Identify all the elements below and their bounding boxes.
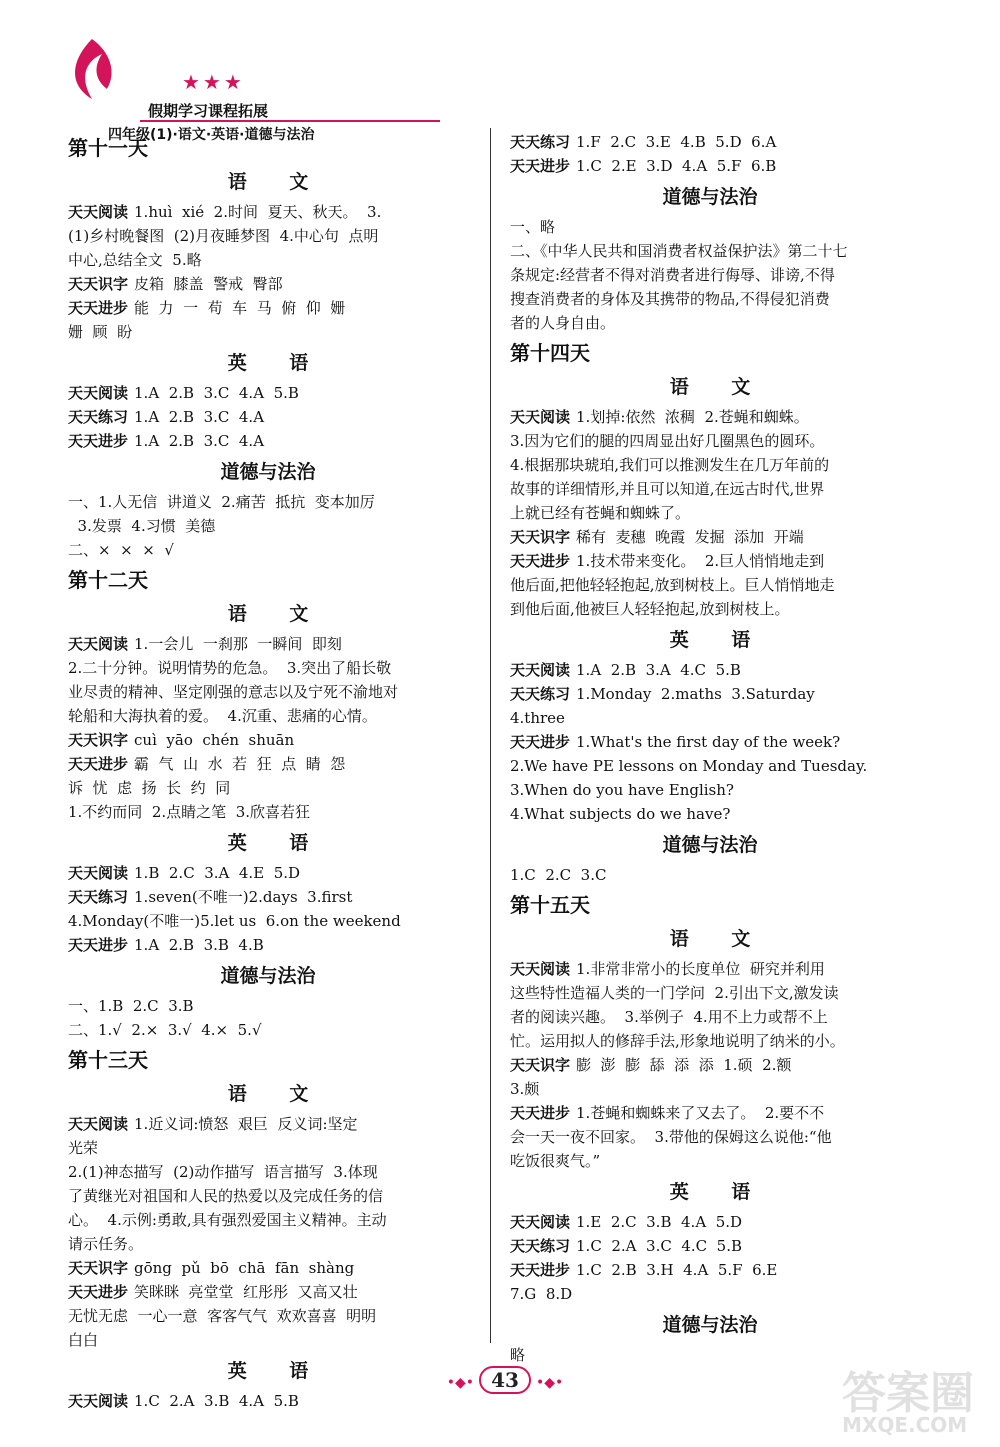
- answer-text: 请示任务。: [68, 1235, 144, 1253]
- answer-line: [510, 573, 910, 597]
- section-label: 天天阅读: [510, 1213, 571, 1231]
- section-label: 天天进步: [510, 1104, 571, 1122]
- answer-text: 会一天一夜不回家。 3.带他的保姆这么说他:“他: [510, 1128, 832, 1146]
- section-label: 天天阅读: [510, 408, 571, 426]
- answer-text: 1.C 2.A 3.C 4.C 5.B: [576, 1237, 743, 1255]
- answer-line: [510, 287, 910, 311]
- answer-text: 1.Monday 2.maths 3.Saturday: [576, 685, 815, 703]
- subject-heading: 英 语: [227, 1360, 327, 1382]
- answer-text: 膨 澎 膨 舔 添 添 1.硕 2.额: [576, 1056, 792, 1074]
- answer-line: [68, 1208, 468, 1232]
- answer-line: [68, 1232, 468, 1256]
- section-label: 天天练习: [68, 888, 129, 906]
- answer-text: 1.C 2.C 3.C: [510, 866, 607, 884]
- answer-line: [68, 538, 468, 562]
- answer-text: 4.根据那块琥珀,我们可以推测发生在几万年前的: [510, 456, 830, 474]
- answer-line: [510, 130, 910, 154]
- right-column: [510, 130, 910, 1367]
- answer-line: [68, 632, 468, 656]
- answer-line: [68, 1018, 468, 1042]
- answer-line: [510, 1125, 910, 1149]
- answer-line: [68, 296, 468, 320]
- answer-line: [510, 658, 910, 682]
- answer-text: 他后面,把他轻轻抱起,放到树枝上。巨人悄悄地走: [510, 576, 835, 594]
- answer-text: (1)乡村晚餐图 (2)月夜睡梦图 4.中心句 点明: [68, 227, 379, 245]
- answer-text: 白白: [68, 1331, 99, 1349]
- answer-line: [68, 994, 468, 1018]
- answer-text: 1.A 2.B 3.A 4.C 5.B: [576, 661, 741, 679]
- answer-text: 故事的详细情形,并且可以知道,在远古时代,世界: [510, 480, 825, 498]
- answer-text: 1.苍蝇和蜘蛛来了又去了。 2.要不不: [576, 1104, 825, 1122]
- section-label: 天天进步: [510, 157, 571, 175]
- answer-line: [510, 778, 910, 802]
- section-label: 天天练习: [510, 1237, 571, 1255]
- answer-text: 1.技术带来变化。 2.巨人悄悄地走到: [576, 552, 825, 570]
- answer-text: 略: [510, 1346, 526, 1364]
- answer-text: 能 力 一 苟 车 马 俯 仰 姗: [134, 299, 346, 317]
- section-label: 天天阅读: [68, 864, 129, 882]
- day-heading: 第十四天: [510, 341, 590, 365]
- answer-text: cuì yāo chén shuān: [134, 731, 295, 749]
- answer-line: [68, 381, 468, 405]
- day-heading: 第十三天: [68, 1048, 148, 1072]
- answer-line: [68, 1136, 468, 1160]
- star-ornament-icon: ★★★: [182, 70, 245, 94]
- answer-line: [68, 1280, 468, 1304]
- answer-text: 4.three: [510, 709, 565, 727]
- answer-line: [510, 429, 910, 453]
- answer-line: [510, 863, 910, 887]
- answer-text: 中心,总结全文 5.略: [68, 251, 202, 269]
- answer-text: 1.huì xié 2.时间 夏天、秋天。 3.: [134, 203, 382, 221]
- answer-line: [510, 311, 910, 335]
- answer-text: 轮船和大海执着的爱。 4.沉重、悲痛的心情。: [68, 707, 377, 725]
- answer-line: [510, 706, 910, 730]
- answer-text: 一、略: [510, 218, 556, 236]
- header-subtitle: 四年级(1)·语文·英语·道德与法治: [108, 127, 315, 143]
- answer-line: [68, 490, 468, 514]
- answer-text: 7.G 8.D: [510, 1285, 573, 1303]
- section-label: 天天阅读: [68, 635, 129, 653]
- section-label: 天天阅读: [68, 384, 129, 402]
- answer-text: 4.What subjects do we have?: [510, 805, 731, 823]
- subject-heading: 语 文: [669, 928, 769, 950]
- answer-line: [510, 1029, 910, 1053]
- answer-text: 4.Monday(不唯一)5.let us 6.on the weekend: [68, 912, 401, 930]
- subject-heading: 语 文: [227, 603, 327, 625]
- left-column: [68, 130, 468, 1413]
- answer-text: 1.A 2.B 3.C 4.A: [134, 432, 265, 450]
- answer-text: 1.非常非常小的长度单位 研究并利用: [576, 960, 825, 978]
- answer-line: [68, 429, 468, 453]
- answer-text: 1.seven(不唯一)2.days 3.first: [134, 888, 353, 906]
- answer-text: 二、《中华人民共和国消费者权益保护法》第二十七: [510, 242, 848, 260]
- answer-line: [510, 682, 910, 706]
- answer-line: [510, 597, 910, 621]
- answer-text: 诉 忧 虑 扬 长 约 同: [68, 779, 231, 797]
- answer-text: 二、1.√ 2.× 3.√ 4.× 5.√: [68, 1021, 262, 1039]
- answer-text: 2.(1)神态描写 (2)动作描写 语言描写 3.体现: [68, 1163, 378, 1181]
- answer-text: 2.二十分钟。说明情势的危急。 3.突出了船长敬: [68, 659, 392, 677]
- answer-line: [68, 933, 468, 957]
- subject-heading: 语 文: [227, 1083, 327, 1105]
- answer-text: 1.B 2.C 3.A 4.E 5.D: [134, 864, 301, 882]
- answer-text: 者的阅读兴趣。 3.举例子 4.用不上力或帮不上: [510, 1008, 828, 1026]
- header-title: 假期学习课程拓展: [148, 102, 269, 120]
- answer-text: 了黄继光对祖国和人民的热爱以及完成任务的信: [68, 1187, 384, 1205]
- answer-line: [68, 776, 468, 800]
- answer-line: [510, 477, 910, 501]
- section-label: 天天进步: [510, 733, 571, 751]
- answer-line: [510, 501, 910, 525]
- answer-line: [510, 1258, 910, 1282]
- answer-text: 3.发票 4.习惯 美德: [68, 517, 216, 535]
- subject-heading: 英 语: [669, 1181, 769, 1203]
- answer-line: [68, 1328, 468, 1352]
- section-label: 天天阅读: [68, 1115, 129, 1133]
- answer-text: 稀有 麦穗 晚霞 发掘 添加 开端: [576, 528, 804, 546]
- section-label: 天天练习: [510, 685, 571, 703]
- answer-line: [510, 1101, 910, 1125]
- answer-line: [68, 1389, 468, 1413]
- answer-text: 忙。运用拟人的修辞手法,形象地说明了纳米的小。: [510, 1032, 845, 1050]
- answer-line: [68, 861, 468, 885]
- answer-line: [68, 1256, 468, 1280]
- section-label: 天天识字: [510, 1056, 571, 1074]
- answer-line: [510, 981, 910, 1005]
- subject-heading: 道德与法治: [220, 965, 316, 987]
- answer-line: [68, 1184, 468, 1208]
- answer-text: 1.划掉:依然 浓稠 2.苍蝇和蜘蛛。: [576, 408, 809, 426]
- section-label: 天天进步: [68, 1283, 129, 1301]
- answer-line: [510, 239, 910, 263]
- answer-line: [68, 1160, 468, 1184]
- answer-line: [68, 800, 468, 824]
- answer-line: [510, 1005, 910, 1029]
- answer-line: [68, 704, 468, 728]
- answer-line: [68, 909, 468, 933]
- subject-heading: 道德与法治: [220, 461, 316, 483]
- answer-text: 2.We have PE lessons on Monday and Tuesday.: [510, 757, 868, 775]
- answer-text: 1.近义词:愤怒 艰巨 反义词:坚定: [134, 1115, 358, 1133]
- footer-ornament-icon: •◆•: [446, 1375, 474, 1391]
- section-label: 天天阅读: [68, 1392, 129, 1410]
- page-number: 43: [479, 1366, 531, 1394]
- answer-text: 1.F 2.C 3.E 4.B 5.D 6.A: [576, 133, 777, 151]
- answer-line: [68, 885, 468, 909]
- answer-text: 1.A 2.B 3.C 4.A 5.B: [134, 384, 299, 402]
- answer-line: [68, 320, 468, 344]
- footer-ornament-icon: •◆•: [536, 1375, 564, 1391]
- answer-line: [68, 752, 468, 776]
- section-label: 天天进步: [510, 552, 571, 570]
- subject-heading: 英 语: [227, 352, 327, 374]
- answer-text: 业尽责的精神、坚定刚强的意志以及宁死不渝地对: [68, 683, 399, 701]
- page-footer: [420, 1366, 590, 1406]
- column-divider: [490, 128, 491, 1343]
- answer-text: 这些特性造福人类的一门学问 2.引出下文,激发读: [510, 984, 839, 1002]
- section-label: 天天练习: [510, 133, 571, 151]
- answer-text: 条规定:经营者不得对消费者进行侮辱、诽谤,不得: [510, 266, 835, 284]
- subject-heading: 英 语: [227, 832, 327, 854]
- answer-line: [510, 1234, 910, 1258]
- answer-line: [68, 728, 468, 752]
- section-label: 天天阅读: [510, 960, 571, 978]
- answer-text: 者的人身自由。: [510, 314, 616, 332]
- answer-text: 3.因为它们的腿的四周显出好几圈黑色的圆环。: [510, 432, 825, 450]
- answer-text: 3.When do you have English?: [510, 781, 734, 799]
- section-label: 天天进步: [68, 432, 129, 450]
- answer-line: [68, 656, 468, 680]
- decorative-logo-icon: [62, 34, 122, 104]
- answer-line: [510, 730, 910, 754]
- answer-line: [68, 405, 468, 429]
- answer-text: 1.A 2.B 3.B 4.B: [134, 936, 264, 954]
- answer-line: [510, 453, 910, 477]
- section-label: 天天进步: [510, 1261, 571, 1279]
- answer-line: [510, 1149, 910, 1173]
- subject-heading: 语 文: [227, 171, 327, 193]
- answer-line: [68, 224, 468, 248]
- answer-line: [510, 1210, 910, 1234]
- answer-line: [68, 248, 468, 272]
- answer-text: 上就已经有苍蝇和蜘蛛了。: [510, 504, 691, 522]
- answer-text: 1.A 2.B 3.C 4.A: [134, 408, 265, 426]
- answer-text: 姗 顾 盼: [68, 323, 133, 341]
- day-heading: 第十五天: [510, 893, 590, 917]
- answer-text: 到他后面,他被巨人轻轻抱起,放到树枝上。: [510, 600, 790, 618]
- section-label: 天天练习: [68, 408, 129, 426]
- subject-heading: 道德与法治: [662, 186, 758, 208]
- answer-line: [510, 957, 910, 981]
- subject-heading: 道德与法治: [662, 834, 758, 856]
- answer-text: 皮箱 膝盖 警戒 臀部: [134, 275, 283, 293]
- section-label: 天天识字: [68, 275, 129, 293]
- answer-text: 1.C 2.A 3.B 4.A 5.B: [134, 1392, 299, 1410]
- answer-text: gōng pǔ bō chā fān shàng: [134, 1259, 355, 1277]
- answer-text: 搜查消费者的身体及其携带的物品,不得侵犯消费: [510, 290, 830, 308]
- subject-heading: 语 文: [669, 376, 769, 398]
- section-label: 天天进步: [68, 755, 129, 773]
- section-label: 天天进步: [68, 936, 129, 954]
- answer-line: [510, 263, 910, 287]
- section-label: 天天进步: [68, 299, 129, 317]
- answer-line: [510, 1053, 910, 1077]
- answer-line: [68, 680, 468, 704]
- answer-text: 3.颇: [510, 1080, 540, 1098]
- answer-line: [68, 1112, 468, 1136]
- answer-text: 1.一会儿 一刹那 一瞬间 即刻: [134, 635, 342, 653]
- answer-line: [68, 272, 468, 296]
- answer-text: 心。 4.示例:勇敢,具有强烈爱国主义精神。主动: [68, 1211, 387, 1229]
- section-label: 天天识字: [68, 731, 129, 749]
- answer-line: [510, 1077, 910, 1101]
- section-label: 天天识字: [510, 528, 571, 546]
- answer-line: [510, 754, 910, 778]
- watermark: 答案圈 MXQE.COM: [842, 1368, 974, 1437]
- answer-text: 一、1.B 2.C 3.B: [68, 997, 194, 1015]
- subject-heading: 道德与法治: [662, 1314, 758, 1336]
- answer-line: [510, 154, 910, 178]
- answer-text: 笑眯眯 亮堂堂 红彤彤 又高又壮: [134, 1283, 358, 1301]
- answer-line: [510, 802, 910, 826]
- answer-text: 1.E 2.C 3.B 4.A 5.D: [576, 1213, 743, 1231]
- subject-heading: 英 语: [669, 629, 769, 651]
- answer-text: 1.What's the first day of the week?: [576, 733, 841, 751]
- day-heading: 第十二天: [68, 568, 148, 592]
- answer-line: [510, 405, 910, 429]
- answer-text: 1.C 2.E 3.D 4.A 5.F 6.B: [576, 157, 777, 175]
- answer-line: [68, 514, 468, 538]
- answer-text: 1.C 2.B 3.H 4.A 5.F 6.E: [576, 1261, 778, 1279]
- answer-text: 1.不约而同 2.点睛之笔 3.欣喜若狂: [68, 803, 311, 821]
- answer-text: 光荣: [68, 1139, 99, 1157]
- section-label: 天天阅读: [510, 661, 571, 679]
- section-label: 天天识字: [68, 1259, 129, 1277]
- answer-text: 吃饭很爽气。”: [510, 1152, 601, 1170]
- answer-line: [510, 215, 910, 239]
- page-header: [62, 34, 392, 143]
- answer-text: 霸 气 山 水 若 狂 点 睛 怨: [134, 755, 346, 773]
- answer-line: [510, 549, 910, 573]
- answer-text: 一、1.人无信 讲道义 2.痛苦 抵抗 变本加厉: [68, 493, 375, 511]
- day-heading: 第十一天: [68, 136, 148, 160]
- answer-text: 无忧无虑 一心一意 客客气气 欢欢喜喜 明明: [68, 1307, 377, 1325]
- answer-text: 二、× × × √: [68, 541, 174, 559]
- answer-line: [510, 1282, 910, 1306]
- answer-line: [510, 525, 910, 549]
- answer-line: [68, 200, 468, 224]
- answer-line: [68, 1304, 468, 1328]
- section-label: 天天阅读: [68, 203, 129, 221]
